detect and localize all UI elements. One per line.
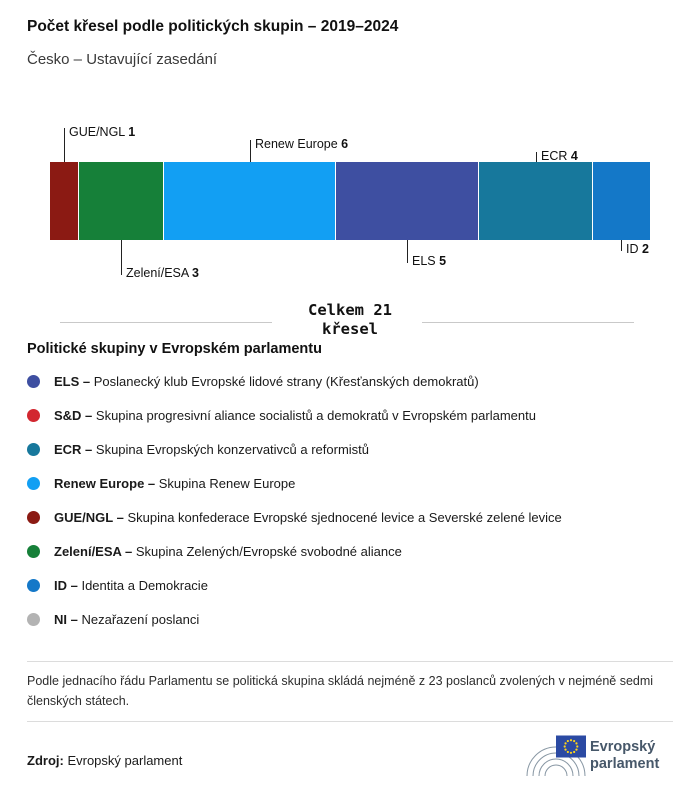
bar-segment-els[interactable]	[336, 162, 479, 240]
total-seats-line2: křesel	[322, 320, 378, 338]
legend	[27, 341, 673, 636]
legend-dot-ecr	[27, 443, 40, 456]
ep-logo	[526, 730, 678, 778]
legend-item-zeleni-esa	[27, 534, 673, 568]
legend-dot-id	[27, 579, 40, 592]
legend-label-sd: S&D – Skupina progresivní aliance socialistů a demokratů v Evropském parlamentu	[54, 407, 536, 423]
legend-dot-zeleni-esa	[27, 545, 40, 558]
legend-dot-gue-ngl	[27, 511, 40, 524]
legend-dot-renew	[27, 477, 40, 490]
legend-label-ni: NI – Nezařazení poslanci	[54, 611, 200, 627]
legend-dot-sd	[27, 409, 40, 422]
legend-item-renew	[27, 466, 673, 500]
callout-label-ecr: ECR 4	[541, 149, 578, 163]
callout-label-els: ELS 5	[412, 254, 447, 268]
source-label: Zdroj:	[27, 753, 64, 768]
page-title: Počet křesel podle politických skupin – 2019–2024	[27, 18, 399, 35]
seat-bar	[50, 162, 650, 240]
bar-segment-renew[interactable]	[164, 162, 335, 240]
callout-label-id: ID 2	[626, 242, 649, 256]
legend-label-gue-ngl: GUE/NGL – Skupina konfederace Evropské sjednocené levice a Severské zelené levice	[54, 509, 562, 525]
callout-label-gue-ngl: GUE/NGL 1	[69, 125, 136, 139]
bar-segment-gue-ngl[interactable]	[50, 162, 79, 240]
eu-flag-icon	[556, 736, 586, 758]
legend-item-sd	[27, 398, 673, 432]
footnote: Podle jednacího řádu Parlamentu se politická skupina skládá nejméně z 23 poslanců zvolených v nejméně sedmi členských státech.	[27, 674, 654, 708]
callout-label-zeleni-esa: Zelení/ESA 3	[126, 266, 199, 280]
total-seats-label	[250, 301, 450, 339]
legend-item-ni	[27, 602, 673, 636]
page-subtitle: Česko – Ustavující zasedání	[27, 51, 218, 68]
legend-label-renew: Renew Europe – Skupina Renew Europe	[54, 475, 296, 491]
total-divider-right	[422, 322, 634, 323]
callout-line-gue-ngl	[64, 128, 65, 162]
source-value: Evropský parlament	[67, 753, 183, 768]
legend-dot-ni	[27, 613, 40, 626]
bar-segment-zeleni-esa[interactable]	[79, 162, 165, 240]
legend-heading: Politické skupiny v Evropském parlamentu	[27, 341, 322, 357]
divider-footnote	[27, 661, 673, 662]
callout-line-els	[407, 240, 408, 263]
legend-label-zeleni-esa: Zelení/ESA – Skupina Zelených/Evropské svobodné aliance	[54, 543, 402, 559]
legend-label-ecr: ECR – Skupina Evropských konzervativců a reformistů	[54, 441, 370, 457]
legend-item-gue-ngl	[27, 500, 673, 534]
legend-item-ecr	[27, 432, 673, 466]
total-divider-left	[60, 322, 272, 323]
legend-label-els: ELS – Poslanecký klub Evropské lidové strany (Křesťanských demokratů)	[54, 373, 479, 389]
ep-logo-text-line1: Evropský	[590, 739, 656, 755]
callout-label-renew: Renew Europe 6	[255, 137, 349, 151]
bar-segment-ecr[interactable]	[479, 162, 593, 240]
ep-logo-text-line2: parlament	[590, 756, 660, 772]
total-seats-line1: Celkem 21	[308, 301, 392, 319]
divider-source	[27, 721, 673, 722]
legend-label-id: ID – Identita a Demokracie	[54, 577, 208, 593]
legend-item-els	[27, 364, 673, 398]
legend-dot-els	[27, 375, 40, 388]
callout-line-renew	[250, 140, 251, 162]
legend-items	[27, 364, 673, 636]
source	[27, 753, 182, 768]
callout-line-ecr	[536, 152, 537, 162]
callout-line-zeleni-esa	[121, 240, 122, 275]
bar-segment-id[interactable]	[593, 162, 650, 240]
legend-item-id	[27, 568, 673, 602]
callout-line-id	[621, 240, 622, 251]
